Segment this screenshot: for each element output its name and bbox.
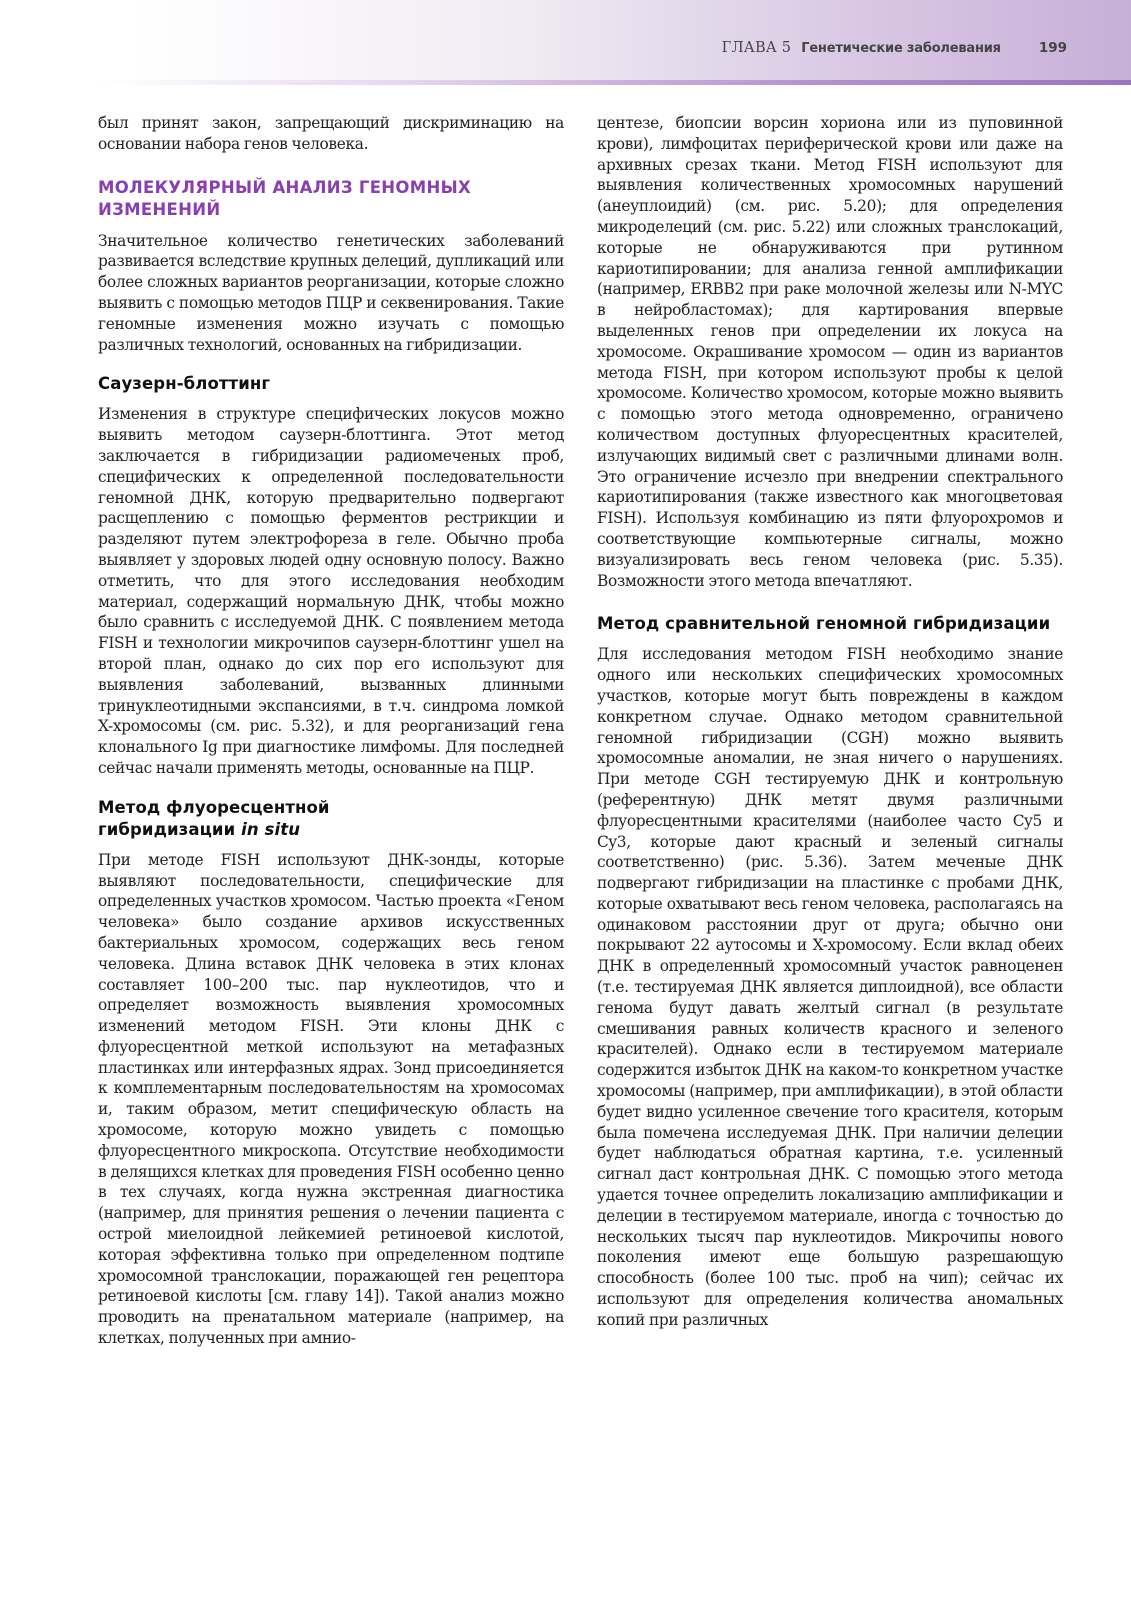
left-column xyxy=(98,113,564,1349)
running-head xyxy=(721,37,1067,59)
right-column xyxy=(597,113,1063,1331)
fish-heading xyxy=(98,797,564,841)
fish-continuation-paragraph: центезе, биопсии ворсин хориона или из пуповинной крови), лимфоцитах периферической крови или даже на архивных срезах ткани. Метод FISH используют для выявления количественных хромосомных нарушений (анеуплоидий) (см. рис. 5.20); для определения микроделеций (см. рис. 5.22) или сложных транслокаций, которые не обнаруживаются при рутинном кариотипировании; для анализа генной амплификации (например, ERBB2 при раке молочной железы или N-MYC в нейробластомах); для картирования впервые выделенных генов при определении их локуса на хромосоме. Окрашивание хромосом — один из вариантов метода FISH, при котором используют пробы к целой хромосоме. Количество хромосом, которые можно выявить с помощью этого метода одновременно, ограничено количеством доступных флуоресцентных красителей, излучающих видимый свет с различными длинами волн. Это ограничение исчезло при внедрении спектрального кариотипирования (также известного как многоцветовая FISH). Используя комбинацию из пяти флуорохромов и соответствующие компьютерные сигналы, можно визуализировать весь геном человека (рис. 5.35). Возможности этого метода впечатляют. xyxy=(597,114,1063,590)
southern-blot-paragraph: Изменения в структуре специфических локусов можно выявить методом саузерн-блоттинга. Этот метод заключается в гибридизации радиомеченых проб, специфических к определенной последовательности геномной ДНК, которую предварительно подвергают расщеплению с помощью ферментов рестрикции и разделяют путем электрофореза в геле. Обычно проба выявляет у здоровых людей одну основную полосу. Важно отметить, что для этого исследования необходим материал, содержащий нормальную ДНК, чтобы можно было сравнить с исследуемой ДНК. С появлением метода FISH и технологии микрочипов саузерн-блоттинг ушел на второй план, однако до сих пор его используют для выявления заболеваний, вызванных длинными тринуклеотидными экспансиями, в т.ч. синдрома ломкой X-хромосомы (см. рис. 5.32), и для реорганизаций гена клонального Ig при диагностике лимфомы. Для последней сейчас начали применять методы, основанные на ПЦР. xyxy=(98,405,564,777)
fish-heading-line1: Метод флуоресцентной xyxy=(98,797,330,817)
section-heading: МОЛЕКУЛЯРНЫЙ АНАЛИЗ ГЕНОМНЫХ ИЗМЕНЕНИЙ xyxy=(98,177,471,219)
section-paragraph: Значительное количество генетических заболеваний развивается вследствие крупных делеций, дупликаций или более сложных вариантов реорганизации, которые сложно выявить с помощью методов ПЦР и секвенирования. Такие геномные изменения можно изучать с помощью различных технологий, основанных на гибридизации. xyxy=(98,231,564,354)
cgh-heading: Метод сравнительной геномной гибридизации xyxy=(597,614,1051,634)
chapter-label: ГЛАВА 5 xyxy=(721,40,792,56)
cgh-paragraph: Для исследования методом FISH необходимо знание одного или нескольких специфических хромосомных участков, которые могут быть повреждены в каждом конкретном случае. Однако методом сравнительной геномной гибридизации (CGH) можно выявить хромосомные аномалии, не зная ничего о нарушениях. При методе CGH тестируемую ДНК и контрольную (референтную) ДНК метят двумя различными флуоресцентными красителями (наиболее часто Cy5 и Cy3, которые дают красный и зеленый сигналы соответственно) (рис. 5.36). Затем меченые ДНК подвергают гибридизации на пластинке с пробами ДНК, которые охватывают весь геном человека, располагаясь на одинаковом расстоянии друг от друга; обычно они покрывают 22 аутосомы и X-хромосому. Если вклад обеих ДНК в определенный хромосомный участок равноценен (т.е. тестируемая ДНК является диплоидной), все области генома будут давать желтый сигнал (в результате смешивания равных количеств красного и зеленого красителей). Однако если в тестируемом материале содержится избыток ДНК на каком-то конкретном участке хромосомы (например, при амплификации), в этой области будет видно усиленное свечение того красителя, которым была помечена исследуемая ДНК. При наличии делеции будет наблюдаться обратная картина, т.е. усиленный сигнал даст контрольная ДНК. С помощью этого метода удается точнее определить локализацию амплификации и делеции в тестируемом материале, иногда с точностью до нескольких тысяч пар нуклеотидов. Микрочипы нового поколения имеют еще большую разрешающую способность (более 100 тыс. проб на чип); сейчас их используют для определения количества аномальных копий при различных xyxy=(597,645,1063,1329)
fish-heading-line2: гибридизации xyxy=(98,819,242,839)
southern-blot-heading: Саузерн-блоттинг xyxy=(98,374,271,394)
header-rule xyxy=(98,80,1131,85)
chapter-title: Генетические заболевания xyxy=(801,40,1001,56)
page-number: 199 xyxy=(1038,40,1067,56)
intro-paragraph: был принят закон, запрещающий дискриминацию на основании набора генов человека. xyxy=(98,114,564,153)
fish-paragraph: При методе FISH используют ДНК-зонды, которые выявляют последовательности, специфические для определенных участков хромосом. Частью проекта «Геном человека» было создание архивов искусственных бактериальных хромосом, содержащих весь геном человека. Длина вставок ДНК человека в этих клонах составляет 100–200 тыс. пар нуклеотидов, что и определяет возможность выявления хромосомных изменений методом FISH. Эти клоны ДНК с флуоресцентной меткой используют на метафазных пластинках или интерфазных ядрах. Зонд присоединяется к комплементарным последовательностям на хромосомах и, таким образом, метит специфическую область на хромосоме, которую можно увидеть с помощью флуоресцентного микроскопа. Отсутствие необходимости в делящихся клетках для проведения FISH особенно ценно в тех случаях, когда нужна экстренная диагностика (например, для принятия решения о лечении пациента с острой миелоидной лейкемией ретиноевой кислотой, которая эффективна только при определенном подтипе хромосомной транслокации, поражающей ген рецептора ретиноевой кислоты [см. главу 14]). Такой анализ можно проводить на пренатальном материале (например, на клетках, полученных при амнио- xyxy=(98,850,564,1348)
fish-heading-italic: in situ xyxy=(241,819,301,839)
